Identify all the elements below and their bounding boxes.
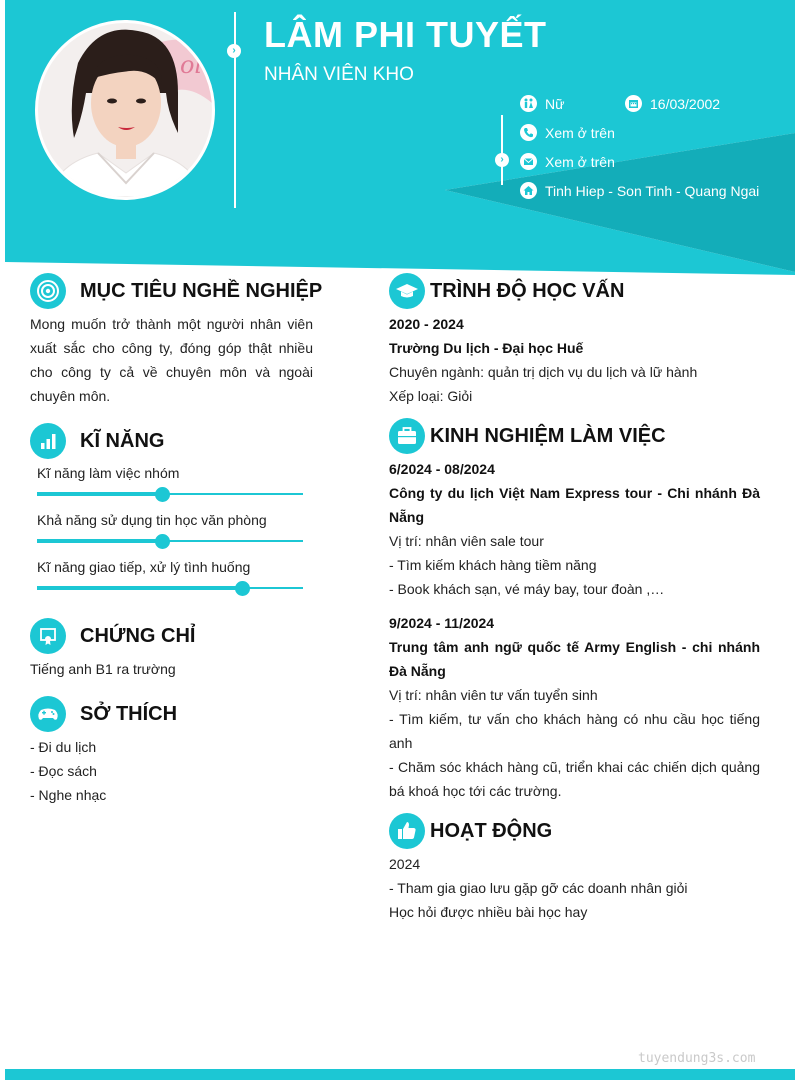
graduation-cap-icon xyxy=(389,273,425,309)
skill-bar-knob xyxy=(155,534,170,549)
email-value: Xem ở trên xyxy=(545,153,615,170)
job-duty: - Tìm kiếm, tư vấn cho khách hàng có nhu cầu học tiếng anh xyxy=(389,711,760,751)
bar-chart-icon xyxy=(30,423,66,459)
skill-bar xyxy=(37,540,303,542)
skill-bar xyxy=(37,587,303,589)
section-skills-header xyxy=(30,423,164,459)
skill-bar xyxy=(37,493,303,495)
candidate-position: NHÂN VIÊN KHO xyxy=(264,64,414,85)
job-role: Vị trí: nhân viên sale tour xyxy=(389,533,544,549)
section-education-header xyxy=(389,273,624,309)
skill-bar-fill xyxy=(37,586,242,590)
skill-bar-knob xyxy=(235,581,250,596)
home-icon xyxy=(520,182,537,199)
gender-icon xyxy=(520,95,537,112)
contact-gender xyxy=(520,95,564,112)
section-title: TRÌNH ĐỘ HỌC VẤN xyxy=(430,279,625,302)
job-role: Vị trí: nhân viên tư vấn tuyển sinh xyxy=(389,687,598,703)
hobby-item: - Nghe nhạc xyxy=(30,787,107,803)
contact-birthday xyxy=(625,95,720,112)
avatar xyxy=(35,20,215,200)
bottom-bar xyxy=(5,1069,795,1080)
job-company: Công ty du lịch Việt Nam Express tour - Chi nhánh Đà Nẵng xyxy=(389,485,760,525)
gamepad-icon xyxy=(30,696,66,732)
job-duty: - Book khách sạn, vé máy bay, tour đoàn ,… xyxy=(389,581,665,597)
section-experience-header xyxy=(389,418,666,454)
calendar-icon xyxy=(625,95,642,112)
objective-text: Mong muốn trở thành một người nhân viên xuất sắc cho công ty, đóng góp thật nhiều cho công ty cả về chuyên môn và ngoài chuyên môn. xyxy=(30,316,313,404)
activity-line: - Tham gia giao lưu gặp gỡ các doanh nhân giỏi xyxy=(389,880,688,896)
activity-line: Học hỏi được nhiều bài học hay xyxy=(389,904,588,920)
skill-label: Kĩ năng làm việc nhóm xyxy=(37,465,180,481)
job-duty: - Tìm kiếm khách hàng tiềm năng xyxy=(389,557,597,573)
education-school: Trường Du lịch - Đại học Huế xyxy=(389,340,584,356)
contact-address xyxy=(520,182,759,199)
skill-label: Kĩ năng giao tiếp, xử lý tình huống xyxy=(37,559,251,575)
address-value: Tinh Hiep - Son Tinh - Quang Ngai xyxy=(545,182,760,199)
watermark: tuyendung3s.com xyxy=(638,1051,756,1066)
education-major: Chuyên ngành: quản trị dịch vụ du lịch và lữ hành xyxy=(389,364,698,380)
job-period: 9/2024 - 11/2024 xyxy=(389,615,495,631)
education-rank: Xếp loại: Giỏi xyxy=(389,388,473,404)
section-title: SỞ THÍCH xyxy=(80,702,178,725)
skill-bar-fill xyxy=(37,492,162,496)
chevron-right-icon: › xyxy=(227,44,241,58)
section-hobbies-header xyxy=(30,696,177,732)
svg-text:ol: ol xyxy=(180,51,203,79)
target-icon xyxy=(30,273,66,309)
section-objective-header xyxy=(30,273,322,309)
skill-bar-knob xyxy=(155,487,170,502)
envelope-icon xyxy=(520,153,537,170)
section-activities-header xyxy=(389,813,552,849)
thumbs-up-icon xyxy=(389,813,425,849)
phone-icon xyxy=(520,124,537,141)
candidate-name: LÂM PHI TUYẾT xyxy=(264,14,547,55)
section-title: MỤC TIÊU NGHỀ NGHIỆP xyxy=(80,279,323,302)
section-title: HOẠT ĐỘNG xyxy=(430,819,553,842)
contact-email xyxy=(520,153,615,170)
header-divider xyxy=(234,12,236,208)
contact-phone xyxy=(520,124,615,141)
briefcase-icon xyxy=(389,418,425,454)
section-title: CHỨNG CHỈ xyxy=(80,624,196,647)
job-period: 6/2024 - 08/2024 xyxy=(389,461,495,477)
skill-bar-fill xyxy=(37,539,162,543)
certificate-text: Tiếng anh B1 ra trường xyxy=(30,661,176,677)
contact-divider xyxy=(501,115,503,185)
hobby-item: - Đọc sách xyxy=(30,763,97,779)
certificate-icon xyxy=(30,618,66,654)
section-title: KINH NGHIỆM LÀM VIỆC xyxy=(430,424,666,447)
job-company: Trung tâm anh ngữ quốc tế Army English - chi nhánh Đà Nẵng xyxy=(389,639,760,679)
job-duty: - Chăm sóc khách hàng cũ, triển khai các chiến dịch quảng bá khoá học tới các trường. xyxy=(389,759,760,799)
gender-value: Nữ xyxy=(545,95,565,112)
section-certificates-header xyxy=(30,618,195,654)
skill-label: Khả năng sử dụng tin học văn phòng xyxy=(37,512,267,528)
section-title: KĨ NĂNG xyxy=(80,429,165,452)
hobby-item: - Đi du lịch xyxy=(30,739,97,755)
birthday-value: 16/03/2002 xyxy=(650,95,721,112)
activity-year: 2024 xyxy=(389,856,421,872)
phone-value: Xem ở trên xyxy=(545,124,615,141)
chevron-right-icon: › xyxy=(495,153,509,167)
education-period: 2020 - 2024 xyxy=(389,316,464,332)
